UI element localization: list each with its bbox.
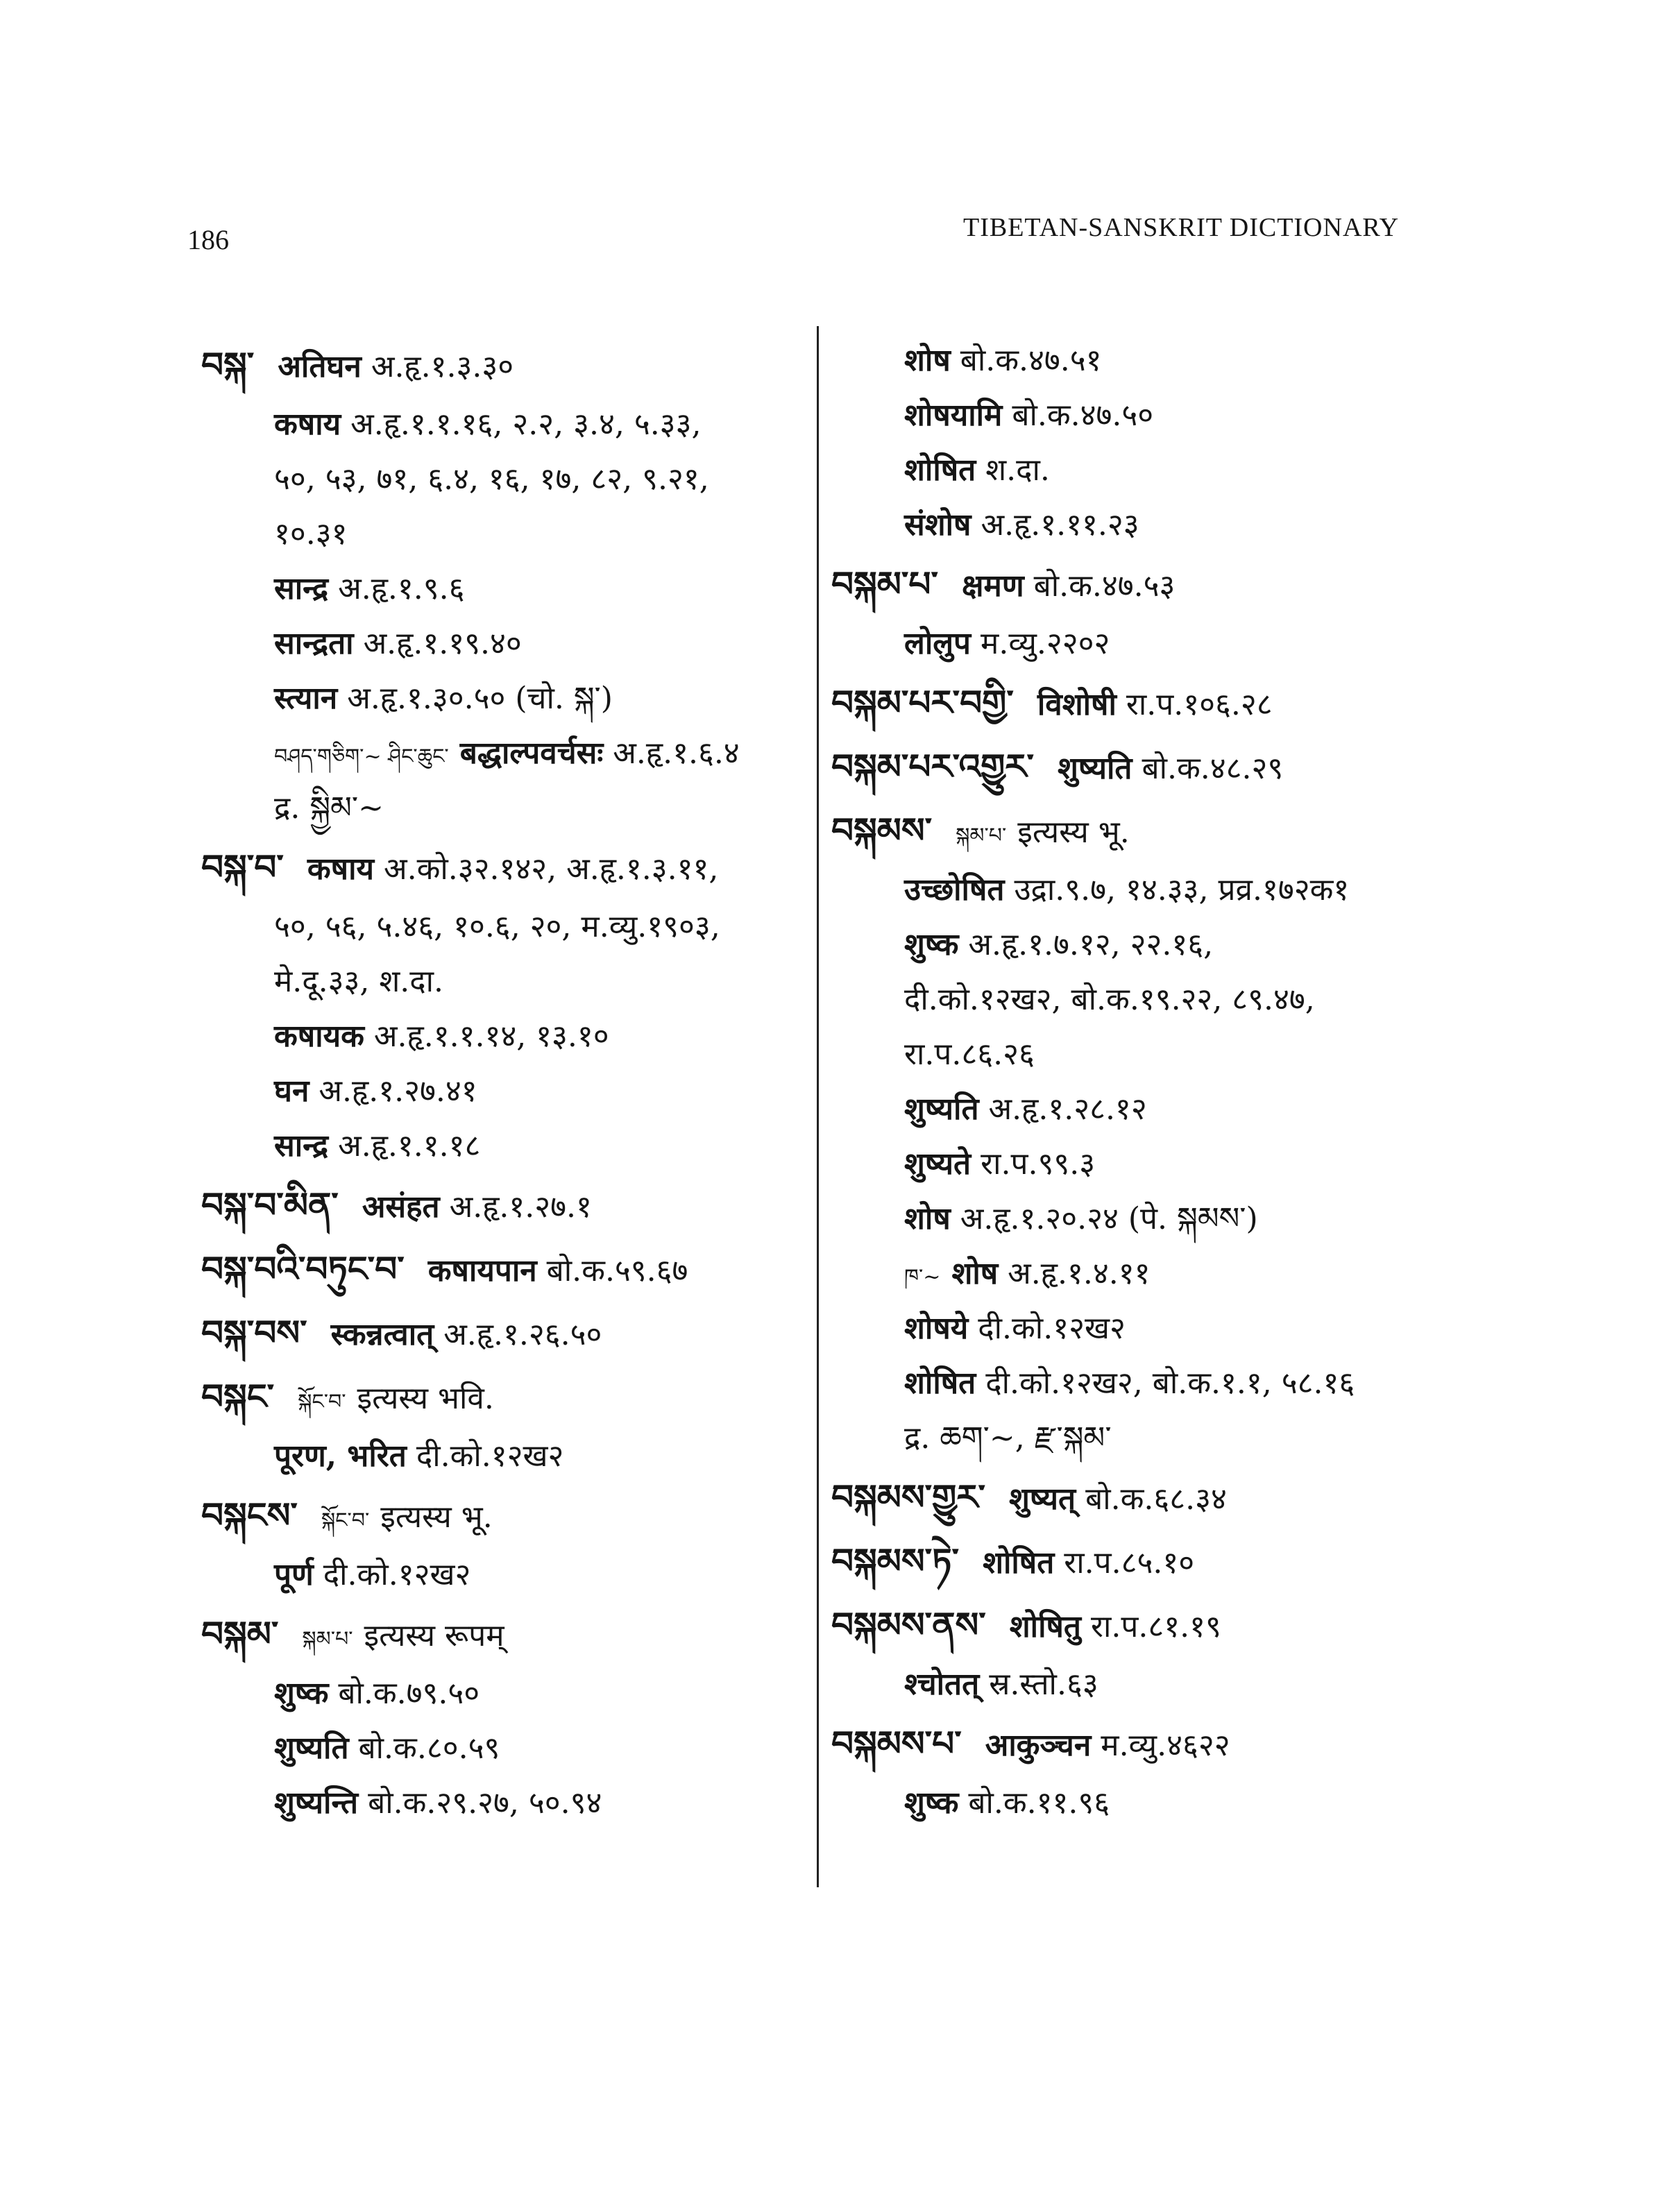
tibetan-headword: བསྐ་བ་ [201,846,284,887]
reference: अ.हृ.१.९.६ [328,571,465,606]
tibetan-headword: བསྐང་ [201,1376,275,1417]
left-column [201,333,812,1830]
entry-line [201,726,812,781]
reference: अ.हृ.१.३.३० [361,349,514,384]
reference: दी.को.१२ख२, बो.क.१.१, ५८.१६ [976,1366,1355,1401]
tibetan-headword: བསྐམ་ [201,1613,279,1654]
entry-line [831,443,1525,497]
sanskrit-term: शुष्यति [274,1730,349,1766]
entry-line [831,1137,1525,1191]
reference: अ.हृ.१.२७.१ [439,1189,592,1225]
reference: बो.क.११.९६ [958,1785,1110,1821]
reference: अ.हृ.१.११.२३ [971,507,1139,543]
reference: दी.को.१२ख२ [406,1438,564,1474]
sanskrit-term: लोलुप [904,626,971,661]
sanskrit-term: क्षमण [961,568,1024,604]
entry-line [831,616,1525,671]
entry-line [201,781,812,835]
sanskrit-term: सान्द्रता [274,626,354,661]
sanskrit-term: कषाय [274,407,341,442]
sanskrit-term: विशोषी [1037,687,1117,722]
entry-headword-line [831,1529,1525,1593]
sanskrit-term: पूर्ण [274,1557,314,1592]
entry-headword-line [201,1365,812,1429]
entry-headword-line [201,1173,812,1237]
entry-line [831,1657,1525,1712]
sanskrit-term: घन [274,1073,309,1109]
sanskrit-term: शुष्क [274,1676,329,1711]
sanskrit-term: अतिघन [278,349,362,384]
entry-line [831,1082,1525,1137]
reference: अ.को.३२.१४२, अ.हृ.१.३.११, [374,851,719,887]
tibetan-headword: བསྐམས་ཏེ་ [831,1540,960,1581]
entry-line [831,1246,1525,1301]
entry-line [831,388,1525,443]
sanskrit-term: शुष्यति [904,1091,979,1127]
entry-line [201,616,812,671]
entry-line [831,917,1525,972]
entry-line [831,1411,1525,1465]
reference: १०.३१ [274,516,348,552]
reference: अ.हृ.१.२६.५० [434,1317,602,1352]
reference: दी.को.१२ख२, बो.क.१९.२२, ८९.४७, [904,982,1315,1017]
tibetan-headword: བསྐ་བས་ [201,1312,307,1353]
sanskrit-term: कषाय [307,851,374,887]
tibetan-headword: བསྐམས་གྱུར་ [831,1477,985,1517]
entry-line [831,333,1525,388]
reference: ५०, ५३, ७१, ६.४, १६, १७, ८२, ९.२१, [274,461,709,497]
reference: रा.प.९९.३ [971,1146,1096,1182]
entry-line [831,1776,1525,1830]
entry-headword-line [831,1712,1525,1776]
sanskrit-term: कषायक [274,1019,364,1054]
sanskrit-term: शोषये [904,1311,969,1346]
entry-line [201,1547,812,1602]
entry-line [201,1429,812,1483]
reference: म.व्यु.४६२२ [1091,1728,1230,1763]
tibetan-headword: བསྐ་བ་མིན་ [201,1184,339,1225]
reference: द्र. ཆག་~, རྫ་སྐམ་ [904,1420,1112,1456]
reference: अ.हृ.१.१.१६, २.२, ३.४, ५.३३, [341,407,702,442]
reference: उद्रा.९.७, १४.३३, प्रव्र.१७२क१ [1004,872,1350,908]
tibetan-headword: བསྐམས་ [831,810,933,851]
reference: बो.क.४७.५३ [1024,568,1176,604]
tibetan-note: སྐོང་བ་ [321,1508,370,1533]
reference: रा.प.१०६.२८ [1116,687,1273,722]
reference: अ.हृ.१.४.११ [998,1256,1151,1291]
tibetan-headword: བསྐངས་ [201,1495,298,1535]
sanskrit-term: शोष [904,1201,951,1236]
entry-headword-line [201,1602,812,1666]
reference: बो.क.२९.२७, ५०.९४ [358,1785,602,1821]
entry-line [831,497,1525,552]
sanskrit-term: शुष्यते [904,1146,971,1182]
entry-headword-line [831,799,1525,862]
reference: अ.हृ.१.३०.५० (चो. སྐ་) [337,681,613,716]
entry-headword-line [201,1237,812,1301]
tibetan-headword: བསྐམས་པ་ [831,1723,962,1764]
reference: अ.हृ.१.१.१८ [328,1128,481,1164]
tibetan-note: ཁ་~ [904,1265,941,1289]
reference: अ.हृ.१.१.१४, १३.१० [364,1019,609,1054]
sanskrit-term: बद्धाल्पवर्चसः [459,735,604,771]
entry-headword-line [831,735,1525,799]
entry-headword-line [831,552,1525,616]
entry-line [201,397,812,452]
reference: रा.प.८६.२६ [904,1037,1035,1072]
entry-headword-line [201,1301,812,1365]
entry-line [201,1009,812,1064]
reference: बो.क.४७.५१ [950,343,1102,378]
reference: मे.दू.३३, श.दा. [274,964,444,999]
tibetan-note: སྐོང་བ་ [298,1390,346,1414]
reference: इत्यस्य रूपम् [364,1618,504,1653]
sanskrit-term: असंहत [362,1189,440,1225]
reference: बो.क.५९.६७ [536,1253,688,1288]
sanskrit-term: स्कन्नत्वात् [330,1317,434,1352]
entry-line [201,671,812,726]
entry-headword-line [201,835,812,899]
entry-headword-line [831,1465,1525,1529]
tibetan-headword: བསྐམ་པར་བགྱི་ [831,682,1014,723]
sanskrit-term: सान्द्र [274,571,329,606]
sanskrit-term: शुष्क [904,927,959,962]
reference: दी.को.१२ख२ [313,1557,471,1592]
entry-line [201,1776,812,1830]
sanskrit-term: उच्छोषित [904,872,1005,908]
sanskrit-term: स्त्यान [274,681,338,716]
right-column [831,333,1525,1830]
reference: इत्यस्य भू. [380,1499,493,1535]
tibetan-note: བཤད་གཅིག་~ ཤིང་ཆུང་ [274,745,449,769]
sanskrit-term: शोषित [904,452,976,488]
reference: रा.प.८१.१९ [1080,1609,1221,1644]
sanskrit-term: शोष [951,1256,999,1291]
running-title: TIBETAN-SANSKRIT DICTIONARY [963,213,1400,242]
entry-line [831,972,1525,1027]
reference: बो.क.८०.५९ [348,1730,500,1766]
sanskrit-term: शुष्यत् [1009,1481,1076,1517]
entry-line [201,1064,812,1118]
sanskrit-term: शोषित [904,1366,976,1401]
column-divider [817,326,819,1887]
reference: इत्यस्य भवि. [357,1381,494,1416]
sanskrit-term: शुष्यति [1057,751,1132,786]
entry-line [201,452,812,507]
entry-line [831,1191,1525,1246]
reference: रा.प.८५.१० [1054,1545,1195,1581]
reference: स्र.स्तो.६३ [979,1667,1098,1702]
tibetan-headword: བསྐ་བའི་བཏུང་བ་ [201,1248,405,1289]
sanskrit-term: शुष्यन्ति [274,1785,359,1821]
entry-line [201,561,812,616]
tibetan-headword: བསྐམ་པ་ [831,563,938,604]
sanskrit-term: पूरण, भरित [274,1438,407,1474]
sanskrit-term: श्चोतत् [904,1667,980,1702]
reference: अ.हृ.१.६.४ [603,735,740,771]
reference: बो.क.४८.२९ [1132,751,1284,786]
entry-line [201,899,812,954]
sanskrit-term: आकुञ्चन [985,1728,1092,1763]
sanskrit-term: शोष [904,343,951,378]
entry-line [831,862,1525,917]
sanskrit-term: शुष्क [904,1785,959,1821]
entry-headword-line [831,1593,1525,1657]
entry-line [201,507,812,561]
page-number: 186 [187,224,229,255]
entry-headword-line [201,333,812,397]
entry-line [201,1118,812,1173]
reference: बो.क.७९.५० [328,1676,480,1711]
sanskrit-term: शोषितु [1009,1609,1081,1644]
reference: दी.को.१२ख२ [968,1311,1126,1346]
sanskrit-term: कषायपान [427,1253,537,1288]
entry-line [831,1356,1525,1411]
entry-headword-line [831,671,1525,735]
entry-headword-line [201,1483,812,1547]
reference: अ.हृ.१.२७.४१ [309,1073,477,1109]
reference: म.व्यु.२२०२ [971,626,1110,661]
tibetan-note: སྐམ་པ་ [956,824,1007,848]
tibetan-note: སྐམ་པ་ [302,1627,353,1651]
sanskrit-term: संशोष [904,507,971,543]
reference: बो.क.४७.५० [1002,398,1154,433]
reference: अ.हृ.१.१९.४० [353,626,522,661]
sanskrit-term: शोषयामि [904,398,1003,433]
reference: बो.क.६८.३४ [1076,1481,1227,1517]
reference: अ.हृ.१.२८.१२ [978,1091,1147,1127]
reference: अ.हृ.१.२०.२४ (पे. སྐམས་) [950,1201,1258,1236]
reference: श.दा. [976,452,1050,488]
tibetan-headword: བསྐམས་ནས་ [831,1604,986,1645]
reference: इत्यस्य भू. [1017,815,1130,850]
entry-line [201,954,812,1009]
reference: द्र. སྐྱིམ་~ [274,790,384,826]
entry-line [831,1301,1525,1356]
entry-line [201,1721,812,1776]
tibetan-headword: བསྐ་ [201,344,255,385]
entry-line [201,1666,812,1721]
sanskrit-term: सान्द्र [274,1128,329,1164]
reference: ५०, ५६, ५.४६, १०.६, २०, म.व्यु.१९०३, [274,909,720,944]
entry-line [831,1027,1525,1082]
tibetan-headword: བསྐམ་པར་འགྱུར་ [831,746,1034,787]
sanskrit-term: शोषित [983,1545,1055,1581]
reference: अ.हृ.१.७.१२, २२.१६, [958,927,1214,962]
